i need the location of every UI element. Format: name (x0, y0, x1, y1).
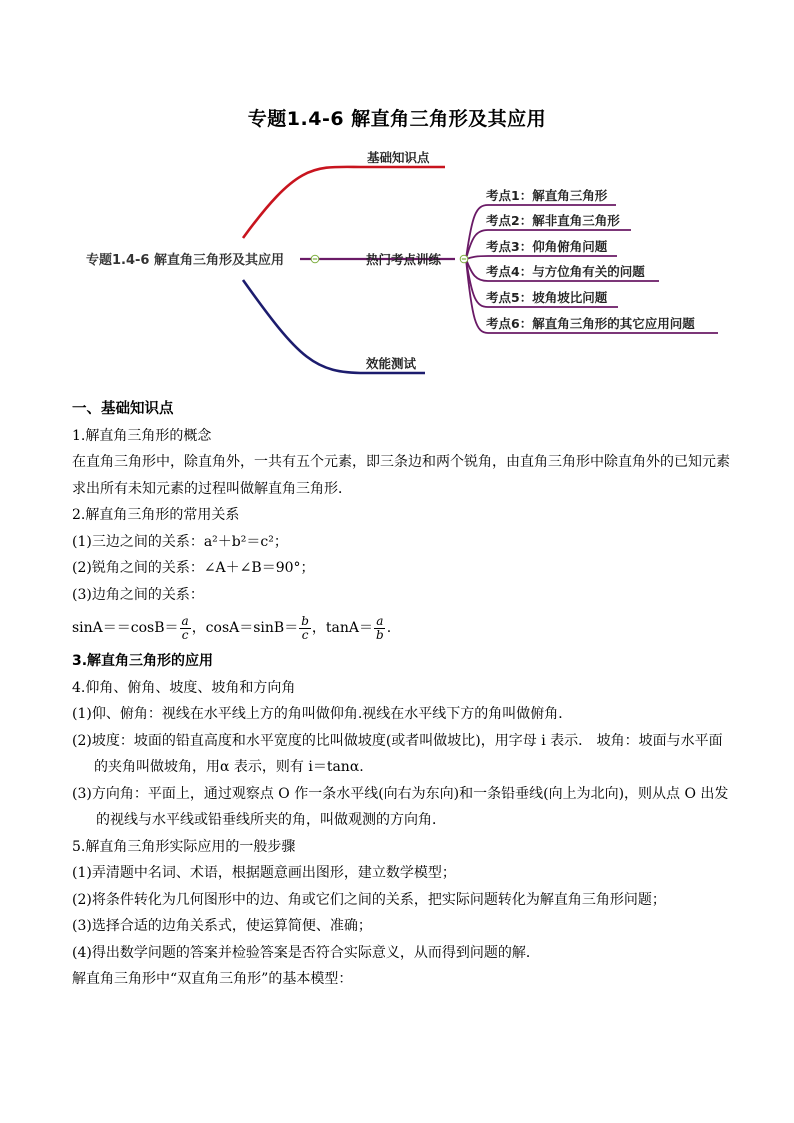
fraction-a-over-b (374, 615, 386, 642)
formula-cos-lhs: ，cosA＝sinB＝ (191, 620, 299, 636)
model-intro: 解直角三角形中“双直角三角形”的基本模型： (72, 971, 353, 987)
mindmap-item-6[interactable]: 考点6：解直角三角形的其它应用问题 (486, 316, 695, 331)
mindmap-branch-hot-topics[interactable]: 热门考点训练 (366, 252, 442, 267)
angle-definition-2: (2)坡度：坡面的铅直高度和水平宽度的比叫做坡度(或者叫做坡比)，用字母 i 表示． 坡角：坡面与水平面的夹角叫做坡角，用α 表示，则有 i＝tanα. (72, 732, 723, 775)
step-2: (2)将条件转化为几何图形中的边、角或它们之间的关系，把实际问题转化为解直角三角形问题； (72, 891, 666, 908)
fraction-a-over-c (180, 615, 191, 642)
formula-sin-lhs: sinA＝＝cosB＝ (72, 620, 179, 636)
step-4: (4)得出数学问题的答案并检验答案是否符合实际意义，从而得到问题的解． (72, 944, 540, 961)
section-heading: 一、基础知识点 (72, 401, 174, 417)
mindmap-item-3[interactable]: 考点3：仰角俯角问题 (486, 239, 608, 254)
angle-definition-1: (1)仰、俯角：视线在水平线上方的角叫做仰角.视线在水平线下方的角叫做俯角． (72, 706, 573, 722)
trig-formula-row (72, 608, 732, 648)
paragraph-title-3: 3.解直角三角形的应用 (72, 653, 214, 669)
relation-angles: (2)锐角之间的关系：∠A＋∠B＝90°； (72, 560, 315, 576)
mindmap-item-2[interactable]: 考点2：解非直角三角形 (486, 213, 620, 228)
mindmap-item-5[interactable]: 考点5：坡角坡比问题 (486, 290, 608, 305)
branch-connector-basics (243, 167, 445, 238)
collapse-toggle-root[interactable] (311, 255, 319, 263)
angle-definition-3: (3)方向角：平面上，通过观察点 O 作一条水平线(向右为东向)和一条铅垂线(向上为北向)，则从点 O 出发的视线与水平线或铅垂线所夹的角，叫做观测的方向角． (72, 785, 729, 828)
paragraph-title-1: 1.解直角三角形的概念 (72, 427, 212, 444)
relation-sides: (1)三边之间的关系：a²＋b²＝c²； (72, 533, 288, 550)
fraction-b-over-c (299, 615, 311, 642)
mind-map (0, 130, 794, 382)
step-3: (3)选择合适的边角关系式，使运算简便、准确； (72, 918, 372, 934)
paragraph-title-2: 2.解直角三角形的常用关系 (72, 507, 240, 523)
paragraph-title-5: 5.解直角三角形实际应用的一般步骤 (72, 838, 296, 855)
collapse-toggle-hot-topics[interactable] (460, 255, 468, 263)
mindmap-item-1[interactable]: 考点1：解直角三角形 (486, 188, 608, 203)
mindmap-branch-basics[interactable]: 基础知识点 (367, 150, 430, 165)
mindmap-item-4[interactable]: 考点4：与方位角有关的问题 (486, 264, 645, 279)
document-body (72, 396, 732, 993)
fraction-numerator: a (181, 613, 189, 628)
page-title: 专题1.4-6 解直角三角形及其应用 (247, 108, 547, 130)
formula-tan-lhs: ，tanA＝ (311, 620, 374, 636)
paragraph-body-1: 在直角三角形中，除直角外，一共有五个元素，即三条边和两个锐角，由直角三角形中除直角外的已知元素求出所有未知元素的过程叫做解直角三角形． (72, 454, 730, 497)
relation-side-angle: (3)边角之间的关系： (72, 586, 204, 603)
fraction-denominator: c (301, 627, 309, 642)
mindmap-root-label: 专题1.4-6 解直角三角形及其应用 (86, 253, 284, 268)
step-1: (1)弄清题中名词、术语，根据题意画出图形，建立数学模型； (72, 865, 456, 881)
fraction-numerator: b (301, 613, 309, 628)
fraction-denominator: c (181, 627, 189, 642)
mindmap-branch-test[interactable]: 效能测试 (366, 356, 417, 371)
formula-end: . (386, 620, 392, 636)
paragraph-title-4: 4.仰角、俯角、坡度、坡角和方向角 (72, 679, 296, 696)
fraction-numerator: a (376, 613, 384, 628)
fraction-denominator: b (376, 627, 384, 642)
